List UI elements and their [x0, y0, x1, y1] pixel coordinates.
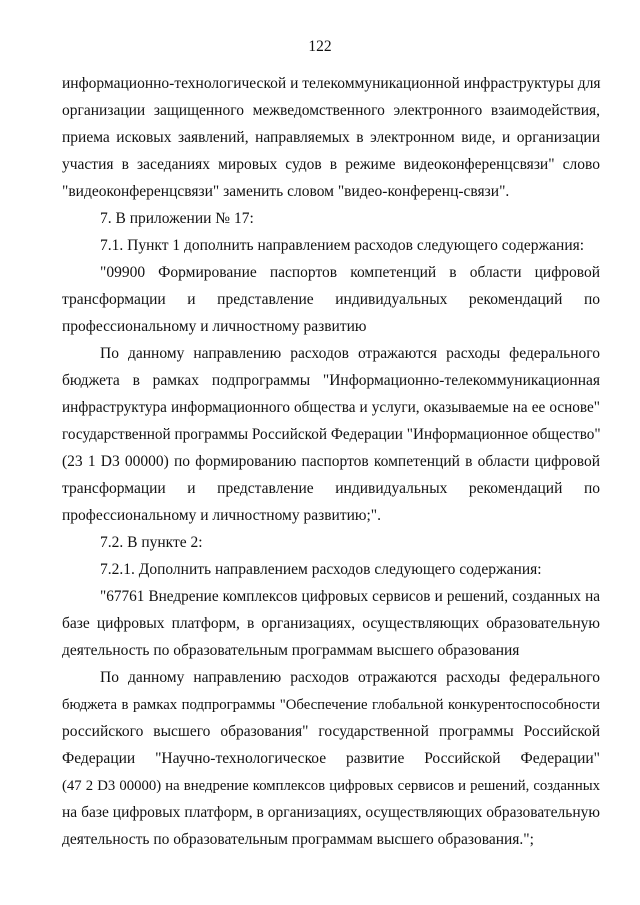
text-line: деятельность по образовательным программам высшего образования: [62, 642, 520, 659]
text-line: По данному направлению расходов отражаются расходы федерального: [100, 669, 600, 686]
text-line: По данному направлению расходов отражаются расходы федерального: [100, 345, 600, 362]
text-line: 7.1. Пункт 1 дополнить направлением расходов следующего содержания:: [100, 237, 585, 254]
section-heading: 7. В приложении № 17:: [100, 210, 254, 227]
text-line: российского высшего образования" государственной программы Российской: [62, 723, 600, 740]
text-line: (23 1 D3 00000) по формированию паспортов компетенций в области цифровой: [62, 453, 600, 470]
text-line: "67761 Внедрение комплексов цифровых сервисов и решений, созданных на: [100, 588, 600, 605]
text-line: бюджета в рамках подпрограммы "Информационно-телекоммуникационная: [62, 372, 600, 389]
text-line: 7.2.1. Дополнить направлением расходов следующего содержания:: [100, 561, 542, 578]
text-line: "видеоконференцсвязи" заменить словом "видео-конференц-связи".: [62, 183, 510, 200]
text-line: "09900 Формирование паспортов компетенций в области цифровой: [100, 264, 600, 281]
text-line: базе цифровых платформ, в организациях, осуществляющих образовательную: [62, 615, 600, 632]
text-line: Федерации "Научно-технологическое развитие Российской Федерации": [62, 750, 600, 767]
text-line: профессиональному и личностному развитию;".: [62, 507, 381, 524]
text-line: приема исковых заявлений, направляемых в электронном виде, и организации: [62, 129, 600, 146]
text-line: инфраструктура информационного общества и услуги, оказываемые на ее основе": [62, 399, 600, 416]
text-line: трансформации и представление индивидуальных рекомендаций по: [62, 480, 600, 497]
page-number: 122: [308, 38, 332, 55]
section-heading: 7.2. В пункте 2:: [100, 534, 203, 551]
text-line: трансформации и представление индивидуальных рекомендаций по: [62, 291, 600, 308]
text-line: информационно-технологической и телекоммуникационной инфраструктуры для: [62, 75, 601, 92]
text-line: (47 2 D3 00000) на внедрение комплексов цифровых сервисов и решений, созданных: [62, 778, 600, 794]
text-line: государственной программы Российской Федерации "Информационное общество": [62, 426, 601, 443]
text-line: участия в заседаниях мировых судов в режиме видеоконференцсвязи" слово: [62, 156, 600, 173]
text-line: бюджета в рамках подпрограммы "Обеспечение глобальной конкурентоспособности: [62, 697, 600, 713]
text-line: организации защищенного межведомственного электронного взаимодействия,: [62, 102, 600, 119]
text-line: на базе цифровых платформ, в организациях, осуществляющих образовательную: [62, 804, 600, 821]
text-line: деятельность по образовательным программам высшего образования.";: [62, 831, 534, 848]
text-line: профессиональному и личностному развитию: [62, 318, 367, 335]
